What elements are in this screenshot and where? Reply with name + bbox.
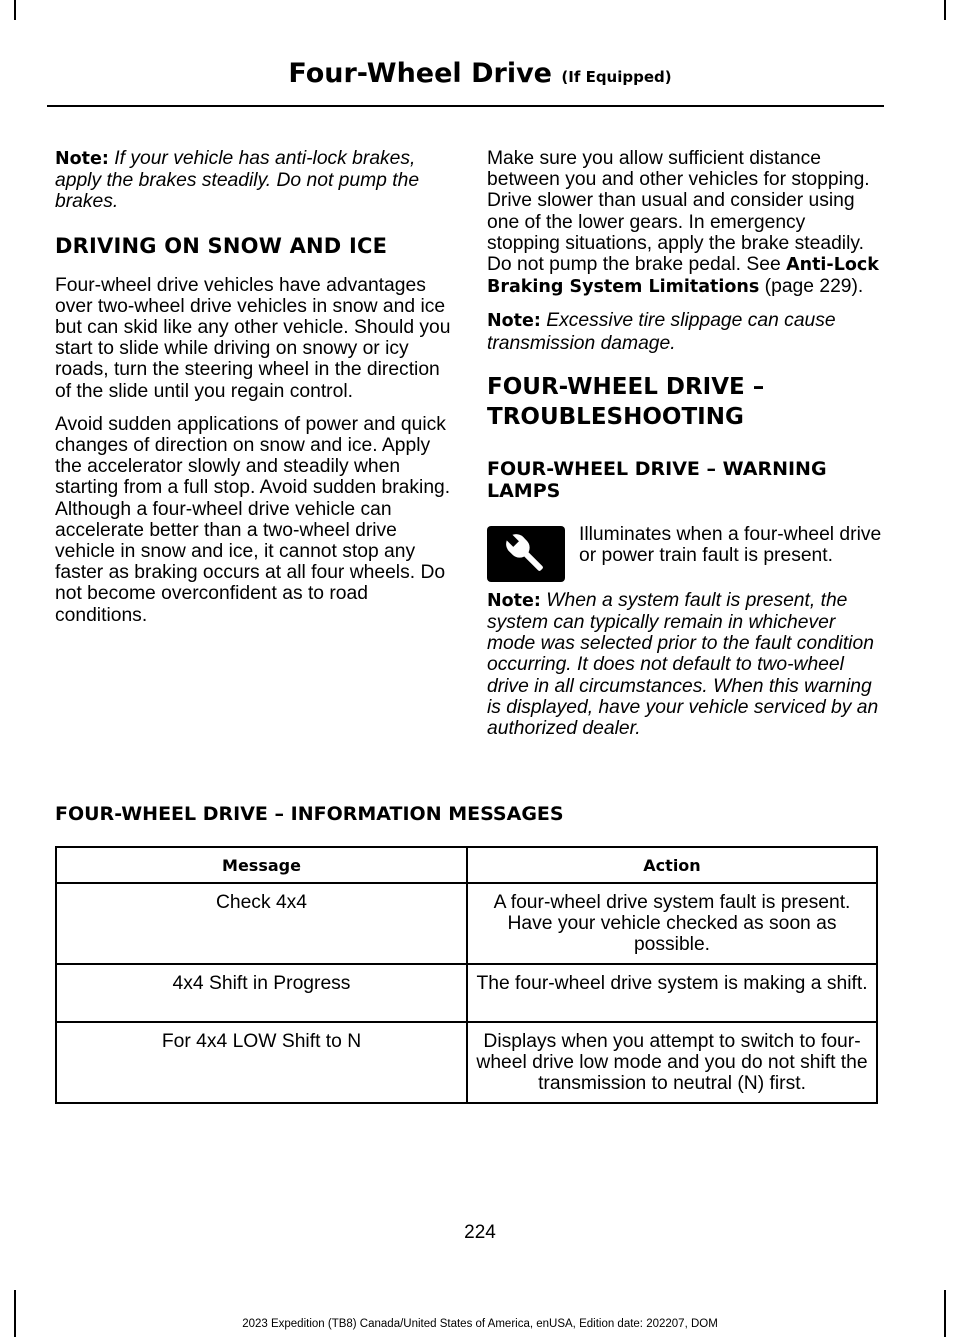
abs-limitations-link[interactable]: Anti-Lock Braking System Limitations [487, 255, 879, 298]
crop-mark-top-left [14, 0, 16, 20]
information-messages-table [55, 846, 878, 1104]
note-system-fault [487, 590, 882, 739]
paragraph-stopping-text: Make sure you allow sufficient distance between you and other vehicles for stopping. Drive slower than usual and consider using one of the lower gears. In emergency stopping situations, apply the brake steadily. Do not pump the brake pedal. See [487, 148, 870, 276]
footer-edition-info: 2023 Expedition (TB8) Canada/United States of America, enUSA, Edition date: 202207, DOM [242, 1318, 718, 1330]
paragraph-avoid-sudden: Avoid sudden applications of power and quick changes of direction on snow and ice. Apply the accelerator slowly and steadily when starting from a full stop. Avoid sudden braking. Although a four-wheel drive vehicle can accelerate better than a two-wheel drive vehicle in snow and ice, it cannot stop any faster as braking occurs at all four wheels. Do not become overconfident as to road conditions. [55, 413, 451, 626]
crop-mark-top-right [944, 0, 946, 20]
note-label: Note: [55, 149, 109, 169]
message-cell: Check 4x4 [56, 883, 467, 964]
action-cell: A four-wheel drive system fault is present. Have your vehicle checked as soon as possible. [467, 883, 877, 964]
table-row [56, 964, 877, 1022]
column-header-action: Action [467, 847, 877, 883]
note-brakes [55, 148, 451, 213]
heading-troubleshooting-line2: TROUBLESHOOTING [487, 403, 744, 430]
warning-lamp-row [487, 524, 882, 582]
action-cell: The four-wheel drive system is making a shift. [467, 964, 877, 1022]
page-number: 224 [464, 1222, 496, 1243]
note-text: If your vehicle has anti-lock brakes, apply the brakes steadily. Do not pump the brakes. [55, 148, 420, 213]
table-row [56, 1022, 877, 1103]
heading-information-messages: FOUR-WHEEL DRIVE – INFORMATION MESSAGES [55, 803, 564, 825]
message-cell: 4x4 Shift in Progress [56, 964, 467, 1022]
page-reference: (page 229). [759, 276, 864, 298]
wrench-icon [487, 526, 565, 582]
header-title-suffix: (If Equipped) [561, 68, 672, 86]
warning-lamp-description: Illuminates when a four-wheel drive or power train fault is present. [579, 523, 882, 567]
table-header-row [56, 847, 877, 883]
note-label: Note: [487, 311, 541, 332]
left-column [55, 148, 451, 638]
message-cell: For 4x4 LOW Shift to N [56, 1022, 467, 1103]
paragraph-skid: Four-wheel drive vehicles have advantages over two-wheel drive vehicles in snow and ice but can skid like any other vehicle. Should you start to slide while driving on snowy or icy roads, turn the steering wheel in the direction of the slide until you regain control. [55, 274, 451, 402]
note-tire-slippage [487, 310, 882, 353]
action-cell: Displays when you attempt to switch to four-wheel drive low mode and you do not shift the transmission to neutral (N) first. [467, 1022, 877, 1103]
heading-driving-on-snow-and-ice: DRIVING ON SNOW AND ICE [55, 233, 388, 258]
note-text: Excessive tire slippage can cause transmission damage. [487, 310, 836, 354]
header-title-main: Four-Wheel Drive [288, 58, 552, 89]
header-divider [47, 105, 884, 107]
page-header-title [0, 58, 960, 89]
heading-warning-lamps: FOUR-WHEEL DRIVE – WARNING LAMPS [487, 457, 827, 502]
note-text: When a system fault is present, the system can typically remain in whichever mode was selected prior to the fault condition occurring. It does not default to two-wheel drive in all circumstances. When this warning is displayed, have your vehicle serviced by an authorized dealer. [487, 589, 879, 740]
heading-troubleshooting-line1: FOUR-WHEEL DRIVE – [487, 373, 765, 400]
table-row [56, 883, 877, 964]
right-column [487, 148, 882, 751]
paragraph-stopping-distance [487, 148, 882, 298]
note-label: Note: [487, 590, 541, 611]
column-header-message: Message [56, 847, 467, 883]
